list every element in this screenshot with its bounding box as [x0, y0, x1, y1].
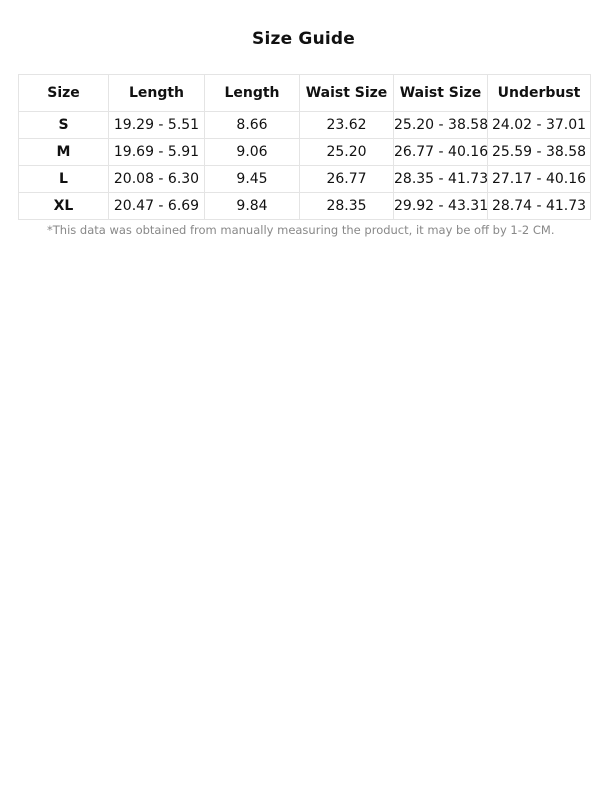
table-cell: 26.77: [300, 166, 394, 193]
table-cell: 20.47 - 6.69: [109, 193, 205, 220]
size-cell: S: [19, 112, 109, 139]
size-cell: XL: [19, 193, 109, 220]
table-header: [19, 75, 591, 112]
page-title: Size Guide: [252, 29, 355, 49]
table-cell: 20.08 - 6.30: [109, 166, 205, 193]
header-length: Length: [109, 75, 205, 112]
table-cell: 29.92 - 43.31: [394, 193, 488, 220]
table-cell: 19.69 - 5.91: [109, 139, 205, 166]
header-waist-size: Waist Size: [300, 75, 394, 112]
measurement-disclaimer: *This data was obtained from manually measuring the product, it may be off by 1-2 CM.: [47, 223, 555, 237]
table-cell: 25.59 - 38.58: [488, 139, 591, 166]
header-length-2: Length: [205, 75, 300, 112]
table-row: [19, 112, 591, 139]
table-cell: 9.84: [205, 193, 300, 220]
table-cell: 9.06: [205, 139, 300, 166]
table-row: [19, 166, 591, 193]
table-cell: 25.20 - 38.58: [394, 112, 488, 139]
header-waist-size-2: Waist Size: [394, 75, 488, 112]
table-cell: 25.20: [300, 139, 394, 166]
table-cell: 8.66: [205, 112, 300, 139]
table-cell: 28.35: [300, 193, 394, 220]
size-guide-table: [18, 74, 591, 220]
table-cell: 27.17 - 40.16: [488, 166, 591, 193]
header-row: [19, 75, 591, 112]
table-body: [19, 112, 591, 220]
header-underbust: Underbust: [488, 75, 591, 112]
table-row: [19, 193, 591, 220]
table-row: [19, 139, 591, 166]
size-cell: M: [19, 139, 109, 166]
table-cell: 19.29 - 5.51: [109, 112, 205, 139]
table-cell: 26.77 - 40.16: [394, 139, 488, 166]
table-cell: 28.35 - 41.73: [394, 166, 488, 193]
size-cell: L: [19, 166, 109, 193]
table-cell: 9.45: [205, 166, 300, 193]
table-cell: 24.02 - 37.01: [488, 112, 591, 139]
header-size: Size: [19, 75, 109, 112]
table-cell: 28.74 - 41.73: [488, 193, 591, 220]
table-cell: 23.62: [300, 112, 394, 139]
